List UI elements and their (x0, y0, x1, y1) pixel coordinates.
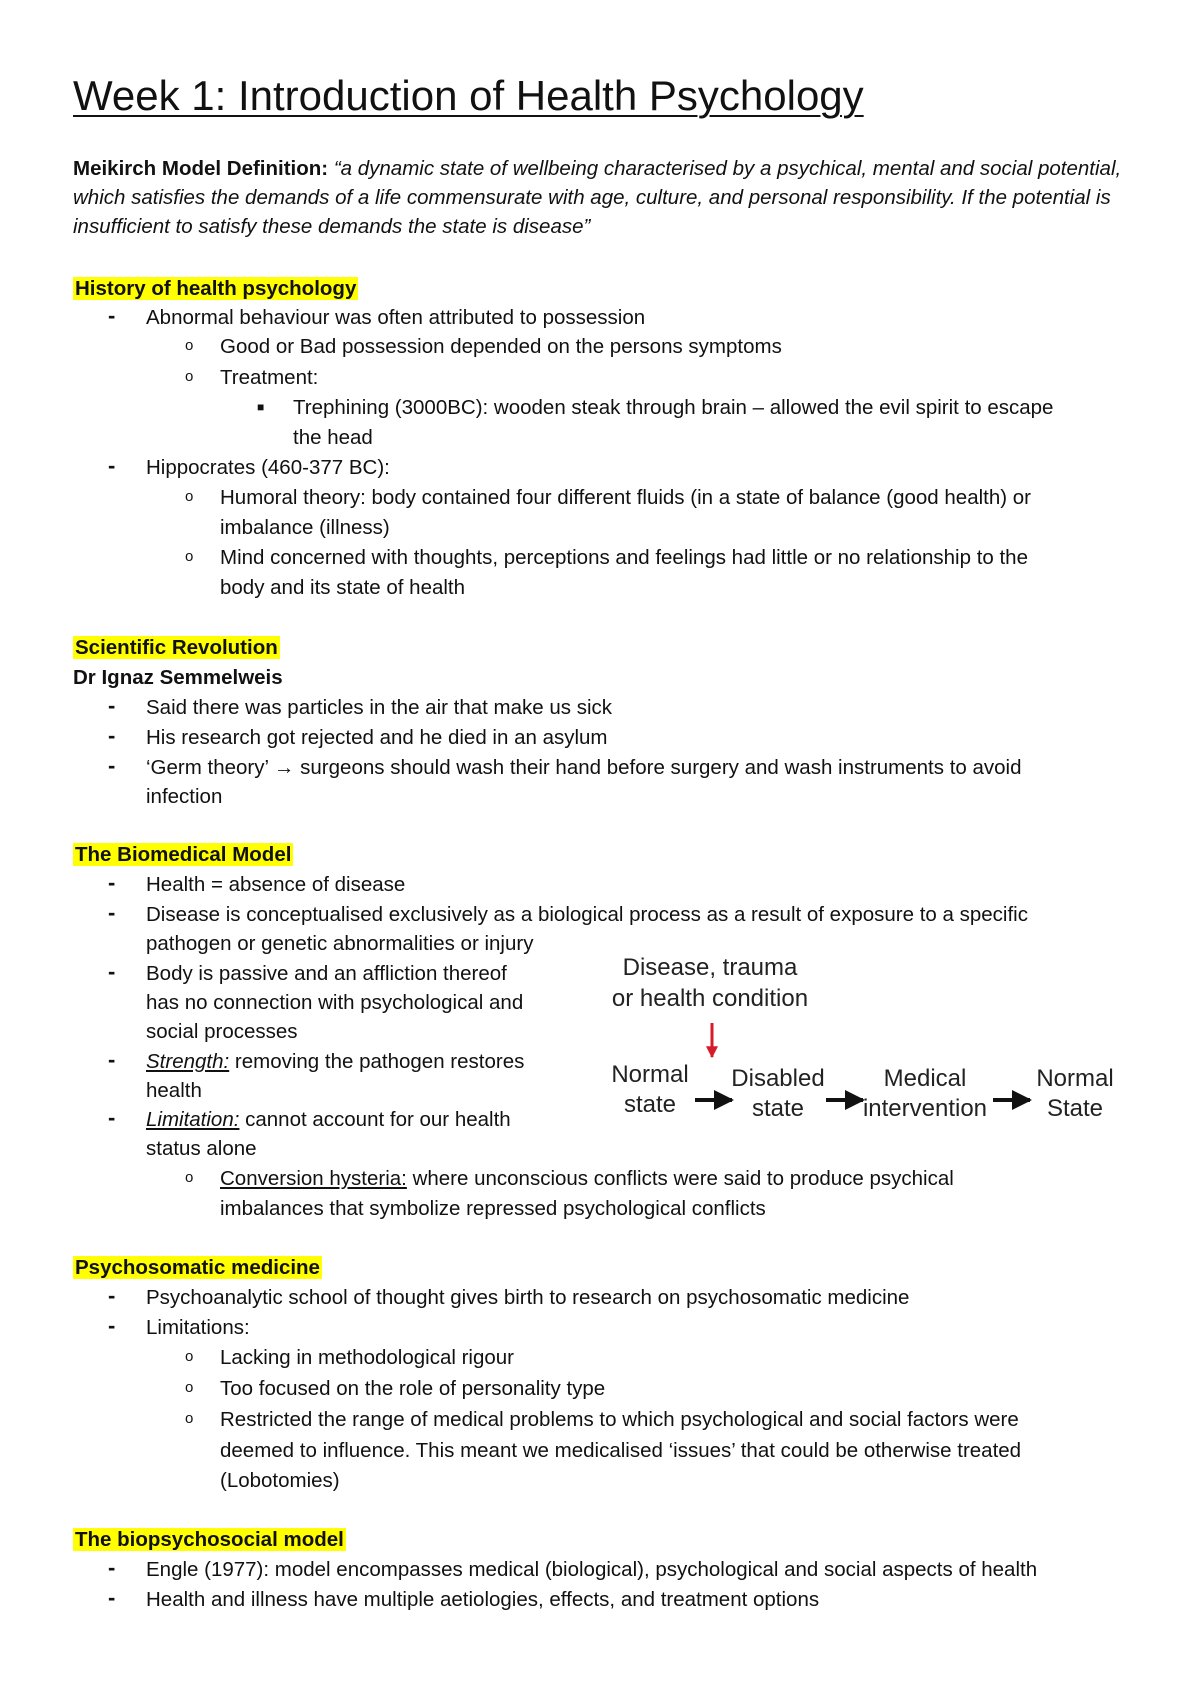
biomedical-bullet-3-line1: Body is passive and an affliction thereof (146, 962, 507, 985)
psychosomatic-bullet-2c-line2: deemed to influence. This meant we medicalised ‘issues’ that could be otherwise treated (220, 1439, 1022, 1462)
history-bullet-2b-line1: Mind concerned with thoughts, perceptions and feelings had little or no relationship to the (220, 546, 1028, 569)
bullet-dash: - (108, 870, 116, 895)
bullet-o: o (185, 1169, 194, 1186)
diagram-node-disabled-state-line1: Disabled (731, 1065, 825, 1092)
history-bullet-1a: Good or Bad possession depended on the persons symptoms (220, 335, 782, 358)
psychosomatic-bullet-1: Psychoanalytic school of thought gives birth to research on psychosomatic medicine (146, 1286, 910, 1309)
biomedical-bullet-5-line1: Limitation: cannot account for our health (146, 1108, 511, 1131)
biomedical-bullet-5a-line2: imbalances that symbolize repressed psychological conflicts (220, 1197, 766, 1220)
biomedical-bullet-2-line1: Disease is conceptualised exclusively as a biological process as a result of exposure to a specific (146, 903, 1028, 926)
diagram-node-normal-state-final-line2: State (1046, 1095, 1104, 1122)
bullet-dash: - (108, 753, 116, 778)
diagram-node-disabled-state-line2: state (751, 1095, 805, 1122)
bullet-dash: - (108, 693, 116, 718)
scientific-bullet-3-line1: ‘Germ theory’ → surgeons should wash their hand before surgery and wash instruments to avoid (146, 756, 1022, 779)
scientific-bullet-3-line2: infection (146, 785, 223, 808)
diagram-node-normal-state-line2: state (623, 1091, 677, 1118)
scientific-bullet-2: His research got rejected and he died in an asylum (146, 726, 608, 749)
diagram-node-normal-state-final-line1: Normal (1036, 1065, 1114, 1092)
bullet-dash: - (108, 1283, 116, 1308)
biopsychosocial-heading: The biopsychosocial model (75, 1528, 344, 1551)
scientific-bullet-1: Said there was particles in the air that make us sick (146, 696, 613, 719)
conversion-hysteria-label: Conversion hysteria: (220, 1167, 407, 1190)
psychosomatic-bullet-2: Limitations: (146, 1316, 250, 1339)
history-bullet-1b1-line1: Trephining (3000BC): wooden steak through brain – allowed the evil spirit to escape (293, 396, 1054, 419)
diagram-top-label-line2: or health condition (611, 985, 809, 1012)
strength-label: Strength: (146, 1050, 230, 1073)
bullet-dash: - (108, 1105, 116, 1130)
psychosomatic-heading: Psychosomatic medicine (75, 1256, 320, 1279)
psychosomatic-bullet-2c-line3: (Lobotomies) (220, 1469, 340, 1492)
diagram-node-normal-state-line1: Normal (611, 1061, 689, 1088)
scientific-subheading: Dr Ignaz Semmelweis (73, 666, 283, 689)
biomedical-bullet-4-line2: health (146, 1079, 202, 1102)
history-bullet-2b-line2: body and its state of health (220, 576, 466, 599)
history-bullet-2a-line2: imbalance (illness) (220, 516, 390, 539)
bullet-o: o (185, 1379, 194, 1396)
diagram-node-medical-intervention-line1: Medical (883, 1065, 967, 1092)
biopsychosocial-bullet-1: Engle (1977): model encompasses medical (biological), psychological and social aspects of health (146, 1558, 1038, 1581)
biomedical-bullet-3-line3: social processes (146, 1020, 298, 1043)
bullet-o: o (185, 1410, 194, 1427)
psychosomatic-bullet-2a: Lacking in methodological rigour (220, 1346, 515, 1369)
biomedical-bullet-5a-line1: Conversion hysteria: where unconscious conflicts were said to produce psychical (220, 1167, 954, 1190)
biomedical-model-diagram (600, 945, 1140, 1145)
bullet-dash: - (108, 1555, 116, 1580)
biomedical-bullet-1: Health = absence of disease (146, 873, 406, 896)
biomedical-bullet-4-line1: Strength: removing the pathogen restores (146, 1050, 525, 1073)
bullet-o: o (185, 337, 194, 354)
bullet-o: o (185, 1348, 194, 1365)
bullet-o: o (185, 488, 194, 505)
diagram-node-medical-intervention-line2: intervention (862, 1095, 988, 1122)
biomedical-bullet-3-line2: has no connection with psychological and (146, 991, 524, 1014)
scientific-heading: Scientific Revolution (75, 636, 278, 659)
bullet-dash: - (108, 900, 116, 925)
bullet-dash: - (108, 1047, 116, 1072)
diagram-top-label-line1: Disease, trauma (622, 954, 798, 981)
history-bullet-2: Hippocrates (460-377 BC): (146, 456, 390, 479)
bullet-o: o (185, 548, 194, 565)
limitation-label: Limitation: (146, 1108, 240, 1131)
biomedical-bullet-5-line2: status alone (146, 1137, 257, 1160)
definition-text: “a dynamic state of wellbeing characterised by a psychical, mental and social potential, which satisfies the demands of a life commensurate with age, culture, and personal responsibility. If the potential is insufficient to satisfy these demands the state is disease” (73, 157, 1122, 238)
bullet-o: o (185, 368, 194, 385)
bullet-dash: - (108, 1585, 116, 1610)
bullet-dash: - (108, 453, 116, 478)
psychosomatic-bullet-2c-line1: Restricted the range of medical problems to which psychological and social factors were (220, 1408, 1019, 1431)
bullet-dash: - (108, 723, 116, 748)
definition-label: Meikirch Model Definition: (73, 157, 329, 180)
history-bullet-1: Abnormal behaviour was often attributed to possession (146, 306, 646, 329)
biomedical-heading: The Biomedical Model (75, 843, 292, 866)
history-bullet-2a-line1: Humoral theory: body contained four different fluids (in a state of balance (good health) or (220, 486, 1031, 509)
bullet-dash: - (108, 303, 116, 328)
psychosomatic-bullet-2b: Too focused on the role of personality type (220, 1377, 606, 1400)
page-title: Week 1: Introduction of Health Psychology (73, 72, 864, 119)
meikirch-definition (73, 154, 1153, 241)
bullet-dash: - (108, 959, 116, 984)
bullet-square: ■ (257, 400, 265, 414)
history-bullet-1b1-line2: the head (293, 426, 373, 449)
history-bullet-1b: Treatment: (220, 366, 319, 389)
bullet-dash: - (108, 1313, 116, 1338)
biopsychosocial-bullet-2: Health and illness have multiple aetiologies, effects, and treatment options (146, 1588, 820, 1611)
history-heading: History of health psychology (75, 277, 357, 300)
biomedical-bullet-2-line2: pathogen or genetic abnormalities or injury (146, 932, 534, 955)
